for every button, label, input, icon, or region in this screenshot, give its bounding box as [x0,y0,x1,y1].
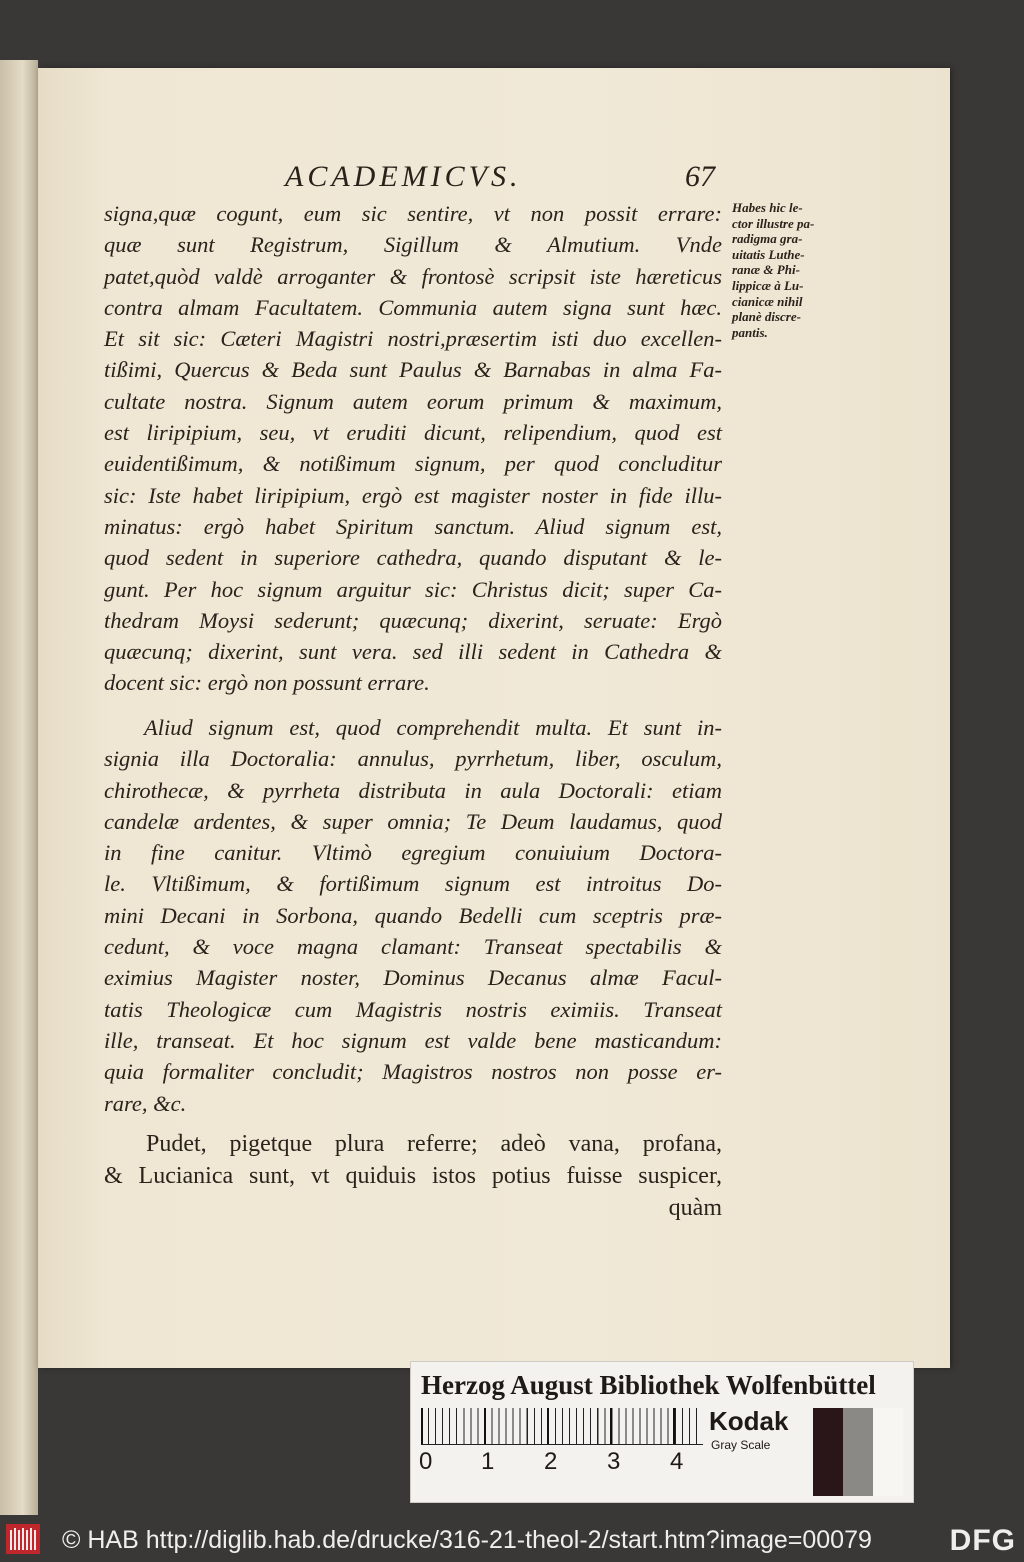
text-line: quia formaliter concludit; Magistros nostros non posse er- [104,1059,722,1085]
text-line: Et sit sic: Cæteri Magistri nostri,præsertim isti duo excellen- [104,326,722,352]
text-line: & Lucianica sunt, vt quiduis istos potius fuisse suspicer, [104,1163,722,1189]
text-line: docent sic: ergò non possunt errare. [104,670,430,696]
text-line: signia illa Doctoralia: annulus, pyrrhetum, liber, osculum, [104,746,722,772]
margin-line: pantis. [732,324,768,340]
margin-line: uitatis Luthe- [732,246,805,262]
text-line: quæcunq; dixerint, sunt vera. sed illi sedent in Cathedra & [104,639,722,665]
text-line: Aliud signum est, quod comprehendit multa. Et sunt in- [144,715,722,740]
margin-line: Habes hic le- [732,200,803,215]
ruler-tick [421,1408,423,1444]
ruler-labels [421,1448,703,1478]
text-line: rare, &c. [104,1090,187,1116]
text-line: thedram Moysi sederunt; quæcunq; dixerint, seruate: Ergò [104,607,722,633]
color-reference-card [410,1361,914,1503]
page-number: 67 [685,160,715,193]
running-title: ACADEMICVS. [285,160,522,193]
kodak-logo: Kodak [709,1406,789,1436]
copyright-credit: © HAB http://diglib.hab.de/drucke/316-21-theol-2/start.htm?image=00079 [62,1526,872,1554]
running-header [285,160,715,193]
margin-line: cianicæ nihil [732,293,803,309]
footer-bar [0,1520,1024,1562]
text-line: euidentißimum, & notißimum signum, per quod concluditur [104,451,722,477]
margin-line: ranæ & Phi- [732,262,800,278]
measurement-ruler [421,1408,703,1445]
adjacent-page-edge [0,60,38,1515]
text-line: mini Decani in Sorbona, quando Bedelli cum sceptris præ- [104,902,722,928]
catchword: quàm [668,1195,722,1221]
margin-line: ctor illustre pa- [732,215,815,231]
library-name: Herzog August Bibliothek Wolfenbüttel [421,1370,876,1400]
text-line: eximius Magister noster, Dominus Decanus almæ Facul- [104,965,722,991]
text-line: quod sedent in superiore cathedra, quando disputant & le- [104,545,722,571]
paragraph-2 [104,712,722,1119]
paragraph-3 [104,1128,722,1224]
ruler-number: 2 [544,1448,558,1475]
dfg-logo: DFG [949,1524,1016,1557]
ruler-tick [484,1408,486,1444]
grayscale-label: Gray Scale [711,1438,771,1452]
ruler-number: 1 [481,1448,495,1475]
text-line: signa,quæ cogunt, eum sic sentire, vt non possit errare: [104,201,722,226]
ruler-tick [610,1408,612,1444]
text-line: quæ sunt Registrum, Sigillum & Almutium. Vnde [104,232,722,258]
text-line: ille, transeat. Et hoc signum est valde bene masticandum: [104,1027,722,1053]
ruler-number: 3 [607,1448,621,1475]
text-line: cultate nostra. Signum autem eorum primum & maximum, [104,388,722,414]
ruler-tick [547,1408,549,1444]
text-line: gunt. Per hoc signum arguitur sic: Christus dicit; super Ca- [104,576,722,602]
text-line: in fine canitur. Vltimò egregium conuiuium Doctora- [104,840,722,866]
ruler-number: 0 [419,1448,433,1475]
margin-line: planè discre- [732,309,801,325]
paragraph-1 [104,198,722,699]
text-line: cedunt, & voce magna clamant: Transeat spectabilis & [104,934,722,960]
marginal-note [732,200,850,340]
gray-patch-mid [843,1408,873,1496]
text-line: tatis Theologicæ cum Magistris nostris eximiis. Transeat [104,996,722,1022]
text-line: sic: Iste habet liripipium, ergò est magister noster in fide illu- [104,482,722,508]
text-line: minatus: ergò habet Spiritum sanctum. Aliud signum est, [104,513,722,539]
text-line: le. Vltißimum, & fortißimum signum est introitus Do- [104,871,722,897]
gray-patch-dark [813,1408,843,1496]
text-line: est liripipium, seu, vt eruditi dicunt, relipendium, quod est [104,420,722,446]
ruler-number: 4 [670,1448,684,1475]
hab-logo-icon [6,1524,40,1554]
text-line: Pudet, pigetque plura referre; adeò vana, profana, [146,1131,722,1157]
text-line: patet,quòd valdè arroganter & frontosè scripsit iste hæreticus [104,263,722,289]
text-line: contra almam Facultatem. Communia autem signa sunt hæc. [104,294,722,320]
margin-line: radigma gra- [732,231,803,247]
gray-patch-light [873,1408,903,1496]
ruler-tick [673,1408,675,1444]
margin-line: lippicæ à Lu- [732,277,804,293]
text-line: tißimi, Quercus & Beda sunt Paulus & Barnabas in alma Fa- [104,357,722,383]
text-line: candelæ ardentes, & super omnia; Te Deum laudamus, quod [104,808,722,834]
text-line: chirothecæ, & pyrrheta distributa in aula Doctorali: etiam [104,777,722,803]
